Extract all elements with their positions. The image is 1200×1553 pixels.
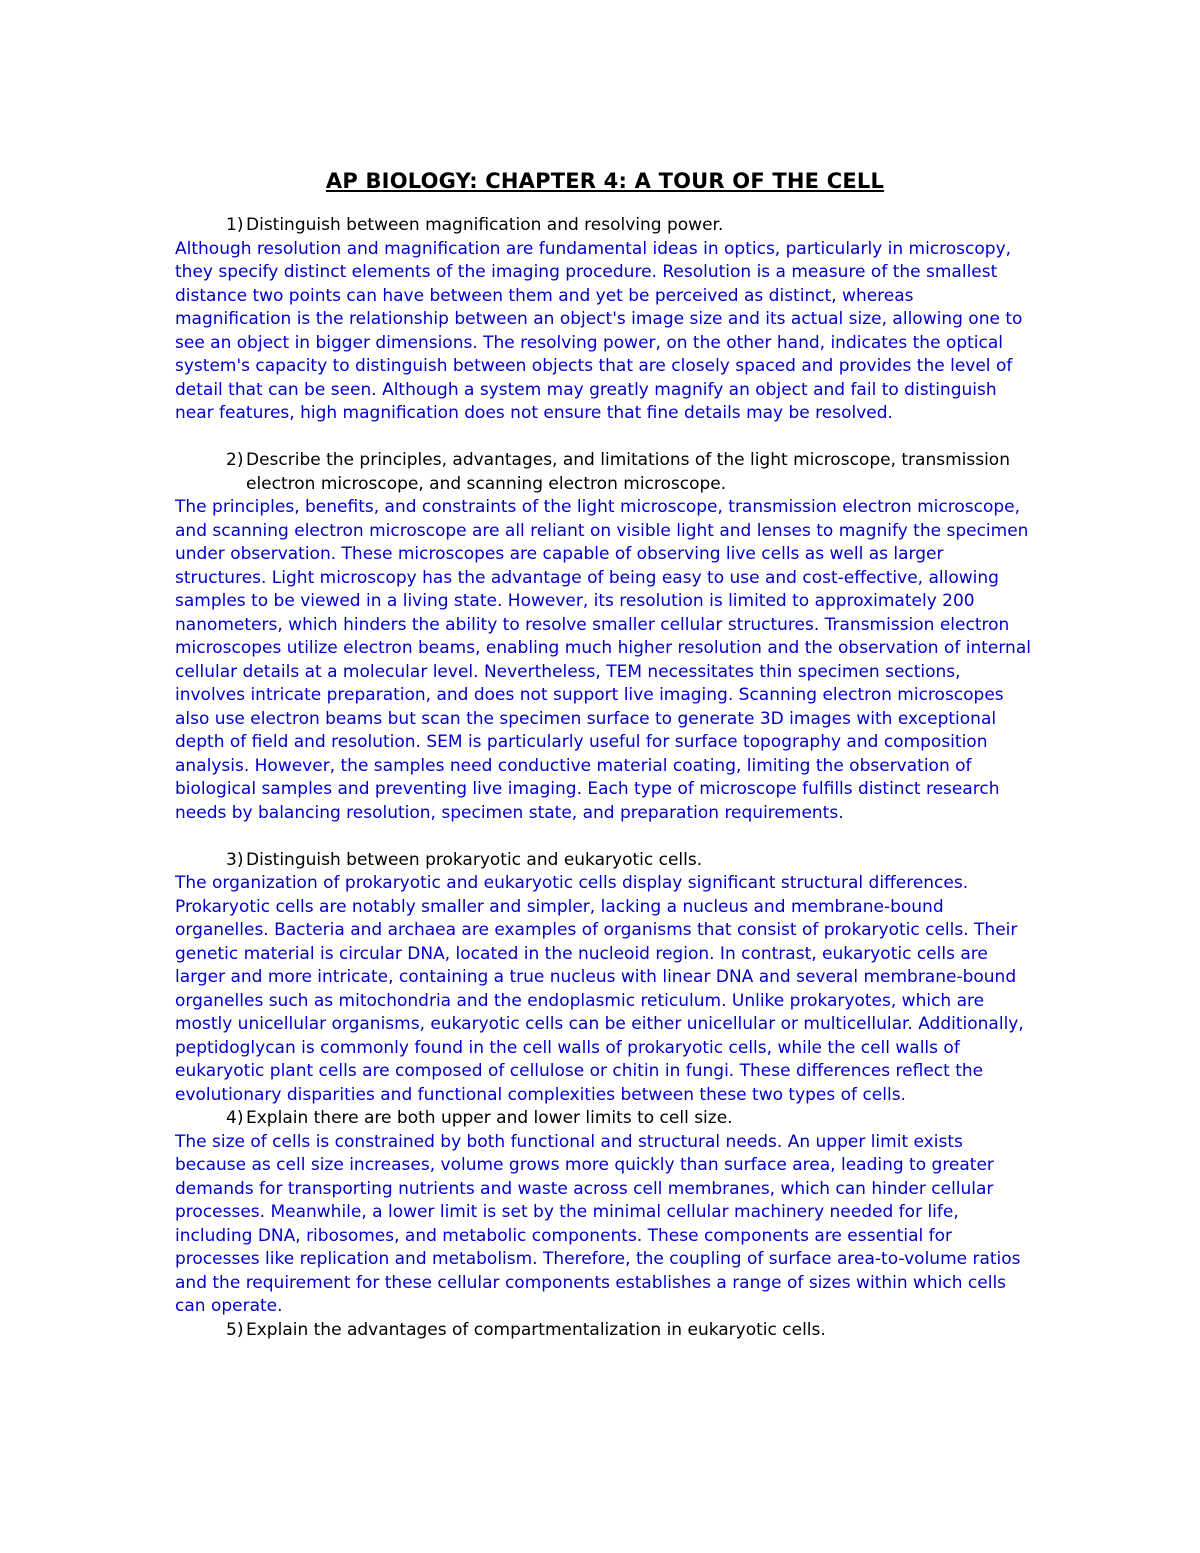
question-number: 3) xyxy=(226,849,244,870)
question-5 xyxy=(175,1319,1035,1343)
answer-2: The principles, benefits, and constraints of the light microscope, transmission electron microscope, and scanning electron microscope are all reliant on visible light and lenses to magnify the specimen under observation. These microscopes are capable of observing live cells as well as larger structures. Light microscopy has the advantage of being easy to use and cost-effective, allowing samples to be viewed in a living state. However, its resolution is limited to approximately 200 nanometers, which hinders the ability to resolve smaller cellular structures. Transmission electron microscopes utilize electron beams, enabling much higher resolution and the observation of internal cellular details at a molecular level. Nevertheless, TEM necessitates thin specimen sections, involves intricate preparation, and does not support live imaging. Scanning electron microscopes also use electron beams but scan the specimen surface to generate 3D images with exceptional depth of field and resolution. SEM is particularly useful for surface topography and composition analysis. However, the samples need conductive material coating, limiting the observation of biological samples and preventing live imaging. Each type of microscope fulfills distinct research needs by balancing resolution, specimen state, and preparation requirements. xyxy=(175,497,1031,823)
question-prompt: Describe the principles, advantages, and limitations of the light microscope, transmission electron microscope, and scanning electron microscope. xyxy=(246,450,1010,494)
question-1 xyxy=(175,214,1035,238)
question-prompt: Explain there are both upper and lower limits to cell size. xyxy=(246,1108,733,1128)
document-title: AP BIOLOGY: CHAPTER 4: A TOUR OF THE CELL xyxy=(325,169,885,193)
spacer xyxy=(175,825,1035,849)
question-block-3 xyxy=(175,849,1035,1108)
question-number: 1) xyxy=(226,215,244,235)
answer-4: The size of cells is constrained by both functional and structural needs. An upper limit exists because as cell size increases, volume grows more quickly than surface area, leading to greater demands for transporting nutrients and waste across cell membranes, which can hinder cellular processes. Meanwhile, a lower limit is set by the minimal cellular machinery needed for life, including DNA, ribosomes, and metabolic components. These components are essential for processes like replication and metabolism. Therefore, the coupling of surface area-to-volume ratios and the requirement for these cellular components establishes a range of sizes within which cells can operate. xyxy=(175,1131,1021,1316)
question-2 xyxy=(175,449,1035,496)
question-3 xyxy=(175,849,1035,873)
question-4 xyxy=(175,1107,1035,1131)
question-prompt: Distinguish between prokaryotic and eukaryotic cells. xyxy=(246,849,703,870)
question-block-1 xyxy=(175,214,1035,426)
question-number: 4) xyxy=(226,1108,244,1128)
question-prompt: Explain the advantages of compartmentalization in eukaryotic cells. xyxy=(246,1319,826,1340)
answer-1: Although resolution and magnification are fundamental ideas in optics, particularly in microscopy, they specify distinct elements of the imaging procedure. Resolution is a measure of the smallest distance two points can have between them and yet be perceived as distinct, whereas magnification is the relationship between an object's image size and its actual size, allowing one to see an object in bigger dimensions. The resolving power, on the other hand, indicates the optical system's capacity to distinguish between objects that are closely spaced and provides the level of detail that can be seen. Although a system may greatly magnify an object and fail to distinguish near features, high magnification does not ensure that fine details may be resolved. xyxy=(175,238,1023,423)
question-block-4 xyxy=(175,1107,1035,1319)
question-prompt: Distinguish between magnification and resolving power. xyxy=(246,215,724,235)
question-block-2 xyxy=(175,449,1035,825)
question-number: 2) xyxy=(226,450,244,470)
document-page xyxy=(175,168,1035,1342)
answer-3: The organization of prokaryotic and eukaryotic cells display significant structural differences. Prokaryotic cells are notably smaller and simpler, lacking a nucleus and membrane-bound organelles. Bacteria and archaea are examples of organisms that consist of prokaryotic cells. Their genetic material is circular DNA, located in the nucleoid region. In contrast, eukaryotic cells are larger and more intricate, containing a true nucleus with linear DNA and several membrane-bound organelles such as mitochondria and the endoplasmic reticulum. Unlike prokaryotes, which are mostly unicellular organisms, eukaryotic cells can be either unicellular or multicellular. Additionally, peptidoglycan is commonly found in the cell walls of prokaryotic cells, while the cell walls of eukaryotic plant cells are composed of cellulose or chitin in fungi. These differences reflect the evolutionary disparities and functional complexities between these two types of cells. xyxy=(175,873,1024,1105)
spacer xyxy=(175,426,1035,450)
question-number: 5) xyxy=(226,1319,244,1340)
question-block-5 xyxy=(175,1319,1035,1343)
